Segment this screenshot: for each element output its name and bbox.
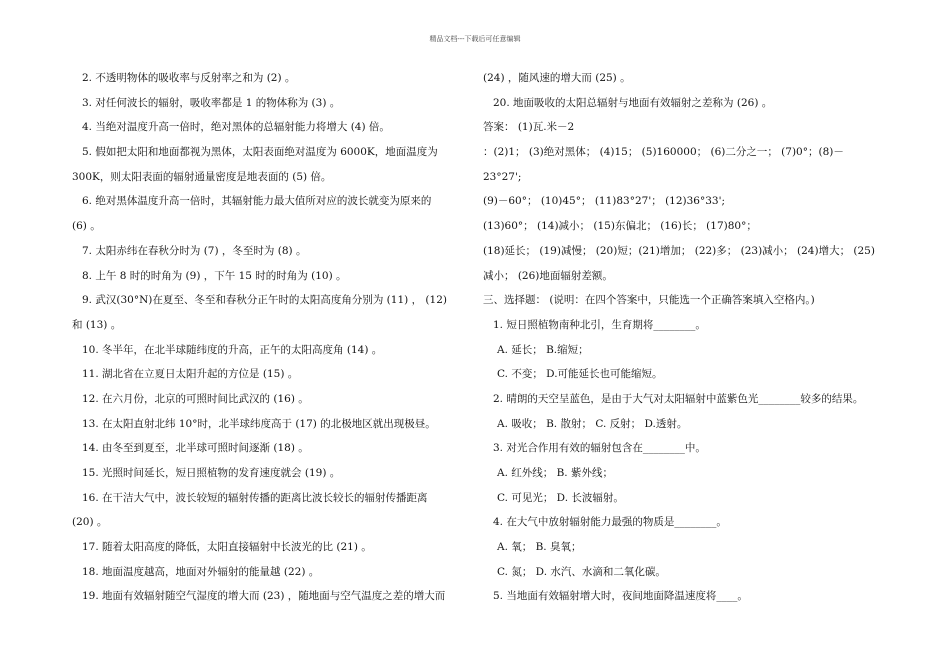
question-line: 4. 当绝对温度升高一倍时，绝对黑体的总辐射能力将增大 (4) 倍。: [82, 121, 390, 134]
choice-question: 4. 在大气中放射辐射能力最强的物质是________。: [493, 516, 727, 529]
choice-options: C. 不变； D.可能延长也可能缩短。: [497, 368, 663, 381]
question-line: 和 (13) 。: [72, 318, 122, 331]
question-line: 20. 地面吸收的太阳总辐射与地面有效辐射之差称为 (26) 。: [493, 96, 773, 109]
question-line: 19. 地面有效辐射随空气湿度的增大而 (23) ，随地面与空气温度之差的增大而: [82, 590, 446, 603]
answer-line: (13)60°； (14)减小； (15)东偏北； (16)长； (17)80°；: [483, 220, 757, 233]
question-line: 13. 在太阳直射北纬 10°时，北半球纬度高于 (17) 的北极地区就出现极昼。: [82, 417, 436, 430]
choice-question: 3. 对光合作用有效的辐射包含在________中。: [493, 442, 706, 455]
choice-options: A. 延长； B.缩短；: [497, 343, 589, 356]
question-line: 10. 冬半年，在北半球随纬度的升高，正午的太阳高度角 (14) 。: [82, 343, 383, 356]
page-header: 精品文档---下载后可任意编辑: [429, 35, 521, 43]
question-line: (24) ，随风速的增大而 (25) 。: [483, 72, 631, 84]
question-line: (6) 。: [72, 220, 101, 233]
choice-question: 1. 短日照植物南种北引，生育期将________。: [493, 318, 706, 331]
question-line: 7. 太阳赤纬在春秋分时为 (7) ，冬至时为 (8) 。: [82, 244, 307, 257]
question-line: 16. 在干洁大气中，波长较短的辐射传播的距离比波长较长的辐射传播距离: [82, 491, 428, 504]
question-line: 2. 不透明物体的吸收率与反射率之和为 (2) 。: [82, 72, 296, 84]
answer-line: ：(2)1； (3)绝对黑体； (4)15； (5)160000； (6)二分之一； (7)0°；(8)－: [483, 146, 844, 159]
question-line: 3. 对任何波长的辐射，吸收率都是 1 的物体称为 (3) 。: [82, 96, 341, 109]
question-line: 11. 湖北省在立夏日太阳升起的方位是 (15) 。: [82, 368, 299, 381]
answer-line: 23°27';: [483, 170, 522, 183]
question-line: 300K，则太阳表面的辐射通量密度是地表面的 (5) 倍。: [72, 170, 332, 183]
answer-line: 减小； (26)地面辐射差额。: [483, 269, 613, 282]
answer-line: (9)－60°； (10)45°； (11)83°27'； (12)36°33';: [483, 195, 726, 208]
left-column: [72, 66, 467, 609]
choice-options: A. 氧； B. 臭氧；: [497, 541, 582, 554]
choice-question: 2. 晴朗的天空呈蓝色，是由于大气对太阳辐射中蓝紫色光________较多的结果。: [493, 392, 864, 405]
question-line: 6. 绝对黑体温度升高一倍时，其辐射能力最大值所对应的波长就变为原来的: [82, 195, 432, 208]
question-line: 18. 地面温度越高，地面对外辐射的能量越 (22) 。: [82, 565, 320, 578]
choice-options: A. 红外线； B. 紫外线；: [497, 467, 613, 479]
question-line: 8. 上午 8 时的时角为 (9) ，下午 15 时的时角为 (10) 。: [82, 269, 347, 282]
question-line: 12. 在六月份，北京的可照时间比武汉的 (16) 。: [82, 392, 309, 405]
question-line: 14. 由冬至到夏至，北半球可照时间逐渐 (18) 。: [82, 442, 309, 455]
question-line: 9. 武汉(30°N)在夏至、冬至和春秋分正午时的太阳高度角分别为 (11) ， (12): [82, 294, 447, 307]
answer-line: (18)延长； (19)减慢； (20)短；(21)增加； (22)多； (23)减小； (24)增大； (25): [483, 244, 875, 257]
answer-heading: 答案： (1)瓦.米－2: [483, 121, 575, 134]
question-line: 17. 随着太阳高度的降低，太阳直接辐射中长波光的比 (21) 。: [82, 541, 372, 554]
choice-options: C. 可见光； D. 长波辐射。: [497, 491, 624, 504]
choice-options: C. 氮； D. 水汽、水滴和二氧化碳。: [497, 565, 666, 578]
choice-options: A. 吸收； B. 散射； C. 反射； D.透射。: [497, 417, 688, 430]
question-line: 15. 光照时间延长，短日照植物的发育速度就会 (19) 。: [82, 467, 341, 479]
section-heading: 三、选择题： (说明：在四个答案中，只能选一个正确答案填入空格内。): [483, 294, 815, 307]
question-line: 5. 假如把太阳和地面都视为黑体，太阳表面绝对温度为 6000K，地面温度为: [82, 146, 438, 159]
right-column: [483, 66, 893, 609]
choice-question: 5. 当地面有效辐射增大时，夜间地面降温速度将____。: [493, 590, 748, 603]
question-line: (20) 。: [72, 516, 108, 529]
